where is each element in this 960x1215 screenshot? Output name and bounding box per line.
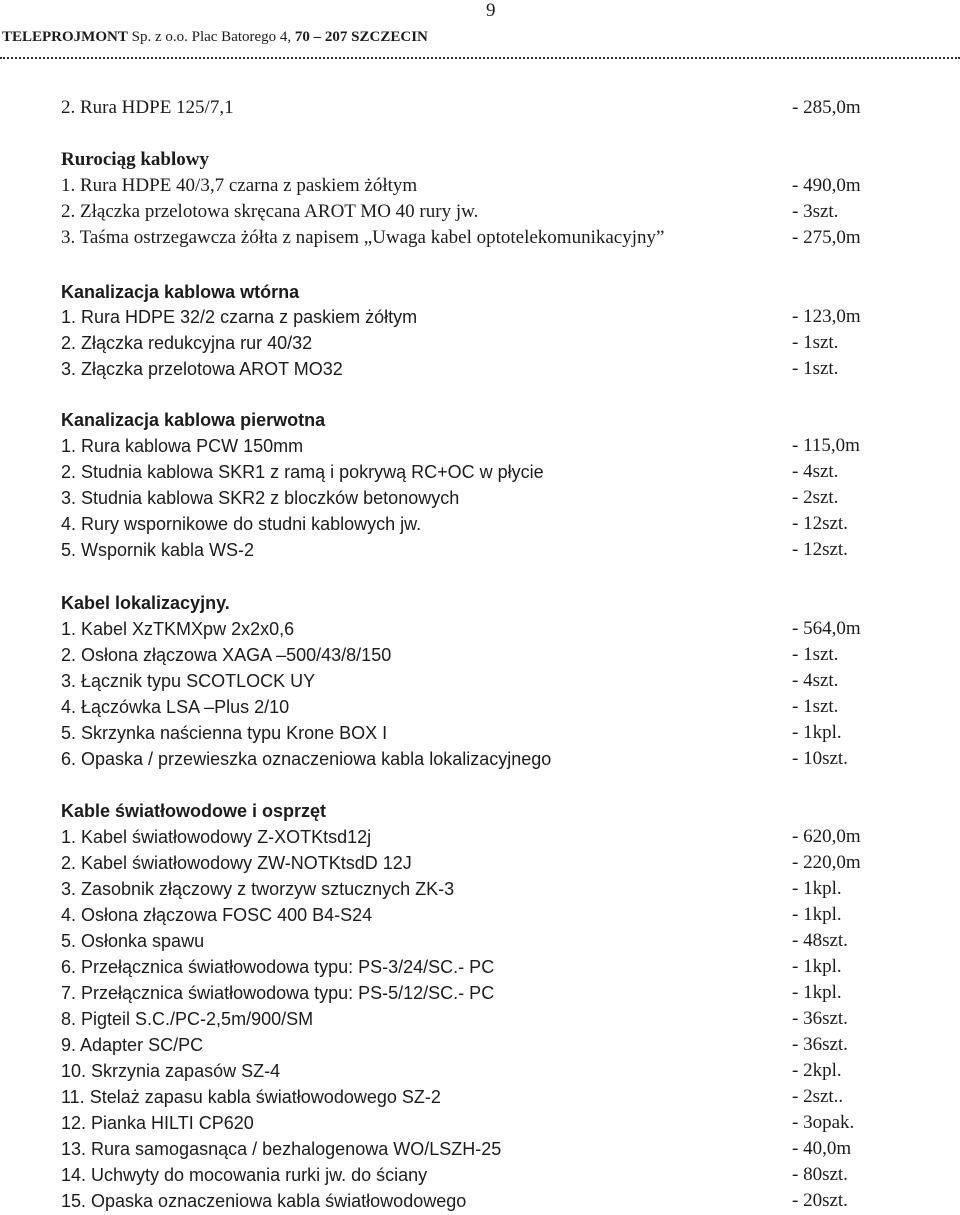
list-item-qty: - 4szt.	[792, 461, 839, 482]
section-title-kanalizacja-wtorna: Kanalizacja kablowa wtórna	[61, 282, 300, 302]
list-item-label: 8. Pigteil S.C./PC-2,5m/900/SM	[61, 1009, 314, 1029]
list-item-qty: - 80szt.	[792, 1164, 848, 1185]
list-item-qty: - 1szt.	[792, 644, 839, 665]
header-address-rest: 207 SZCZECIN	[324, 29, 428, 45]
header-company: TELEPROJMONT	[2, 29, 128, 45]
list-item-qty: - 1szt.	[792, 358, 839, 379]
list-item-label: 5. Skrzynka naścienna typu Krone BOX I	[61, 723, 388, 743]
list-item-qty: - 285,0m	[792, 97, 861, 118]
list-item-qty: - 2szt..	[792, 1086, 844, 1107]
section-title-kable-swiatlowodowe: Kable światłowodowe i osprzęt	[61, 801, 327, 821]
section-title-kanalizacja-pierwotna: Kanalizacja kablowa pierwotna	[61, 410, 326, 430]
list-item-qty: - 1kpl.	[792, 904, 842, 925]
list-item-label: 2. Złączka przelotowa skręcana AROT MO 40 rury jw.	[61, 201, 479, 222]
list-item-qty: - 564,0m	[792, 618, 861, 639]
list-item-qty: - 490,0m	[792, 175, 861, 196]
list-item-label: 6. Opaska / przewieszka oznaczeniowa kabla lokalizacyjnego	[61, 749, 552, 769]
list-item-label: 4. Osłona złączowa FOSC 400 B4-S24	[61, 905, 373, 925]
list-item-qty: - 1kpl.	[792, 722, 842, 743]
list-item-label: 1. Rura kablowa PCW 150mm	[61, 436, 304, 456]
list-item-label: 6. Przełącznica światłowodowa typu: PS-3/24/SC.- PC	[61, 957, 495, 977]
list-item-qty: - 220,0m	[792, 852, 861, 873]
list-item-label: 1. Rura HDPE 40/3,7 czarna z paskiem żółtym	[61, 175, 418, 196]
list-item-label: 4. Łączówka LSA –Plus 2/10	[61, 697, 290, 717]
list-item-qty: - 4szt.	[792, 670, 839, 691]
list-item-label: 2. Rura HDPE 125/7,1	[61, 97, 234, 118]
page-header	[2, 28, 428, 46]
list-item-label: 15. Opaska oznaczeniowa kabla światłowodowego	[61, 1191, 467, 1211]
list-item-label: 9. Adapter SC/PC	[61, 1035, 204, 1055]
list-item-qty: - 1kpl.	[792, 956, 842, 977]
list-item-qty: - 275,0m	[792, 227, 861, 248]
list-item-label: 1. Rura HDPE 32/2 czarna z paskiem żółtym	[61, 307, 418, 327]
list-item-label: 1. Kabel XzTKMXpw 2x2x0,6	[61, 619, 295, 639]
list-item-qty: - 10szt.	[792, 748, 848, 769]
list-item-label: 13. Rura samogasnąca / bezhalogenowa WO/LSZH-25	[61, 1139, 502, 1159]
list-item-label: 4. Rury wspornikowe do studni kablowych jw.	[61, 514, 422, 534]
list-item-label: 2. Złączka redukcyjna rur 40/32	[61, 333, 313, 353]
list-item-label: 3. Taśma ostrzegawcza żółta z napisem „Uwaga kabel optotelekomunikacyjny”	[61, 227, 665, 248]
list-item-label: 5. Wspornik kabla WS-2	[61, 540, 255, 560]
list-item-label: 7. Przełącznica światłowodowa typu: PS-5/12/SC.- PC	[61, 983, 495, 1003]
header-dotted-rule	[0, 57, 960, 59]
list-item-qty: - 115,0m	[792, 435, 860, 456]
list-item-qty: - 40,0m	[792, 1138, 852, 1159]
list-item-qty: - 1kpl.	[792, 982, 842, 1003]
list-item-qty: - 20szt.	[792, 1190, 848, 1211]
list-item-label: 2. Studnia kablowa SKR1 z ramą i pokrywą RC+OC w płycie	[61, 462, 544, 482]
list-item-qty: - 1kpl.	[792, 878, 842, 899]
page-number: 9	[486, 0, 496, 21]
list-item-qty: - 12szt.	[792, 539, 848, 560]
header-address-dash: –	[313, 29, 322, 45]
section-title-kabel-lokalizacyjny: Kabel lokalizacyjny.	[61, 593, 230, 613]
list-item-label: 3. Łącznik typu SCOTLOCK UY	[61, 671, 316, 691]
list-item-label: 11. Stelaż zapasu kabla światłowodowego SZ-2	[61, 1087, 441, 1107]
list-item-qty: - 36szt.	[792, 1008, 848, 1029]
list-item-label: 3. Zasobnik złączowy z tworzyw sztucznych ZK-3	[61, 879, 455, 899]
header-address-prefix: Plac Batorego 4,	[191, 29, 292, 45]
list-item-label: 2. Kabel światłowodowy ZW-NOTKtsdD 12J	[61, 853, 412, 873]
list-item-qty: - 3szt.	[792, 201, 839, 222]
list-item-qty: - 620,0m	[792, 826, 861, 847]
list-item-label: 1. Kabel światłowodowy Z-XOTKtsd12j	[61, 827, 372, 847]
list-item-label: 12. Pianka HILTI CP620	[61, 1113, 254, 1133]
list-item-qty: - 36szt.	[792, 1034, 848, 1055]
list-item-label: 3. Studnia kablowa SKR2 z bloczków betonowych	[61, 488, 460, 508]
list-item-qty: - 12szt.	[792, 513, 848, 534]
list-item-label: 10. Skrzynia zapasów SZ-4	[61, 1061, 281, 1081]
list-item-qty: - 123,0m	[792, 306, 861, 327]
section-title-rurociag: Rurociąg kablowy	[61, 149, 209, 170]
list-item-qty: - 1szt.	[792, 696, 839, 717]
list-item-qty: - 2kpl.	[792, 1060, 842, 1081]
list-item-label: 5. Osłonka spawu	[61, 931, 205, 951]
header-company-suffix: Sp. z o.o.	[131, 29, 188, 45]
list-item-qty: - 2szt.	[792, 487, 839, 508]
list-item-label: 14. Uchwyty do mocowania rurki jw. do ściany	[61, 1165, 428, 1185]
list-item-qty: - 48szt.	[792, 930, 848, 951]
list-item-label: 2. Osłona złączowa XAGA –500/43/8/150	[61, 645, 392, 665]
list-item-qty: - 3opak.	[792, 1112, 855, 1133]
header-address-70: 70	[294, 29, 310, 45]
list-item-label: 3. Złączka przelotowa AROT MO32	[61, 359, 343, 379]
list-item-qty: - 1szt.	[792, 332, 839, 353]
